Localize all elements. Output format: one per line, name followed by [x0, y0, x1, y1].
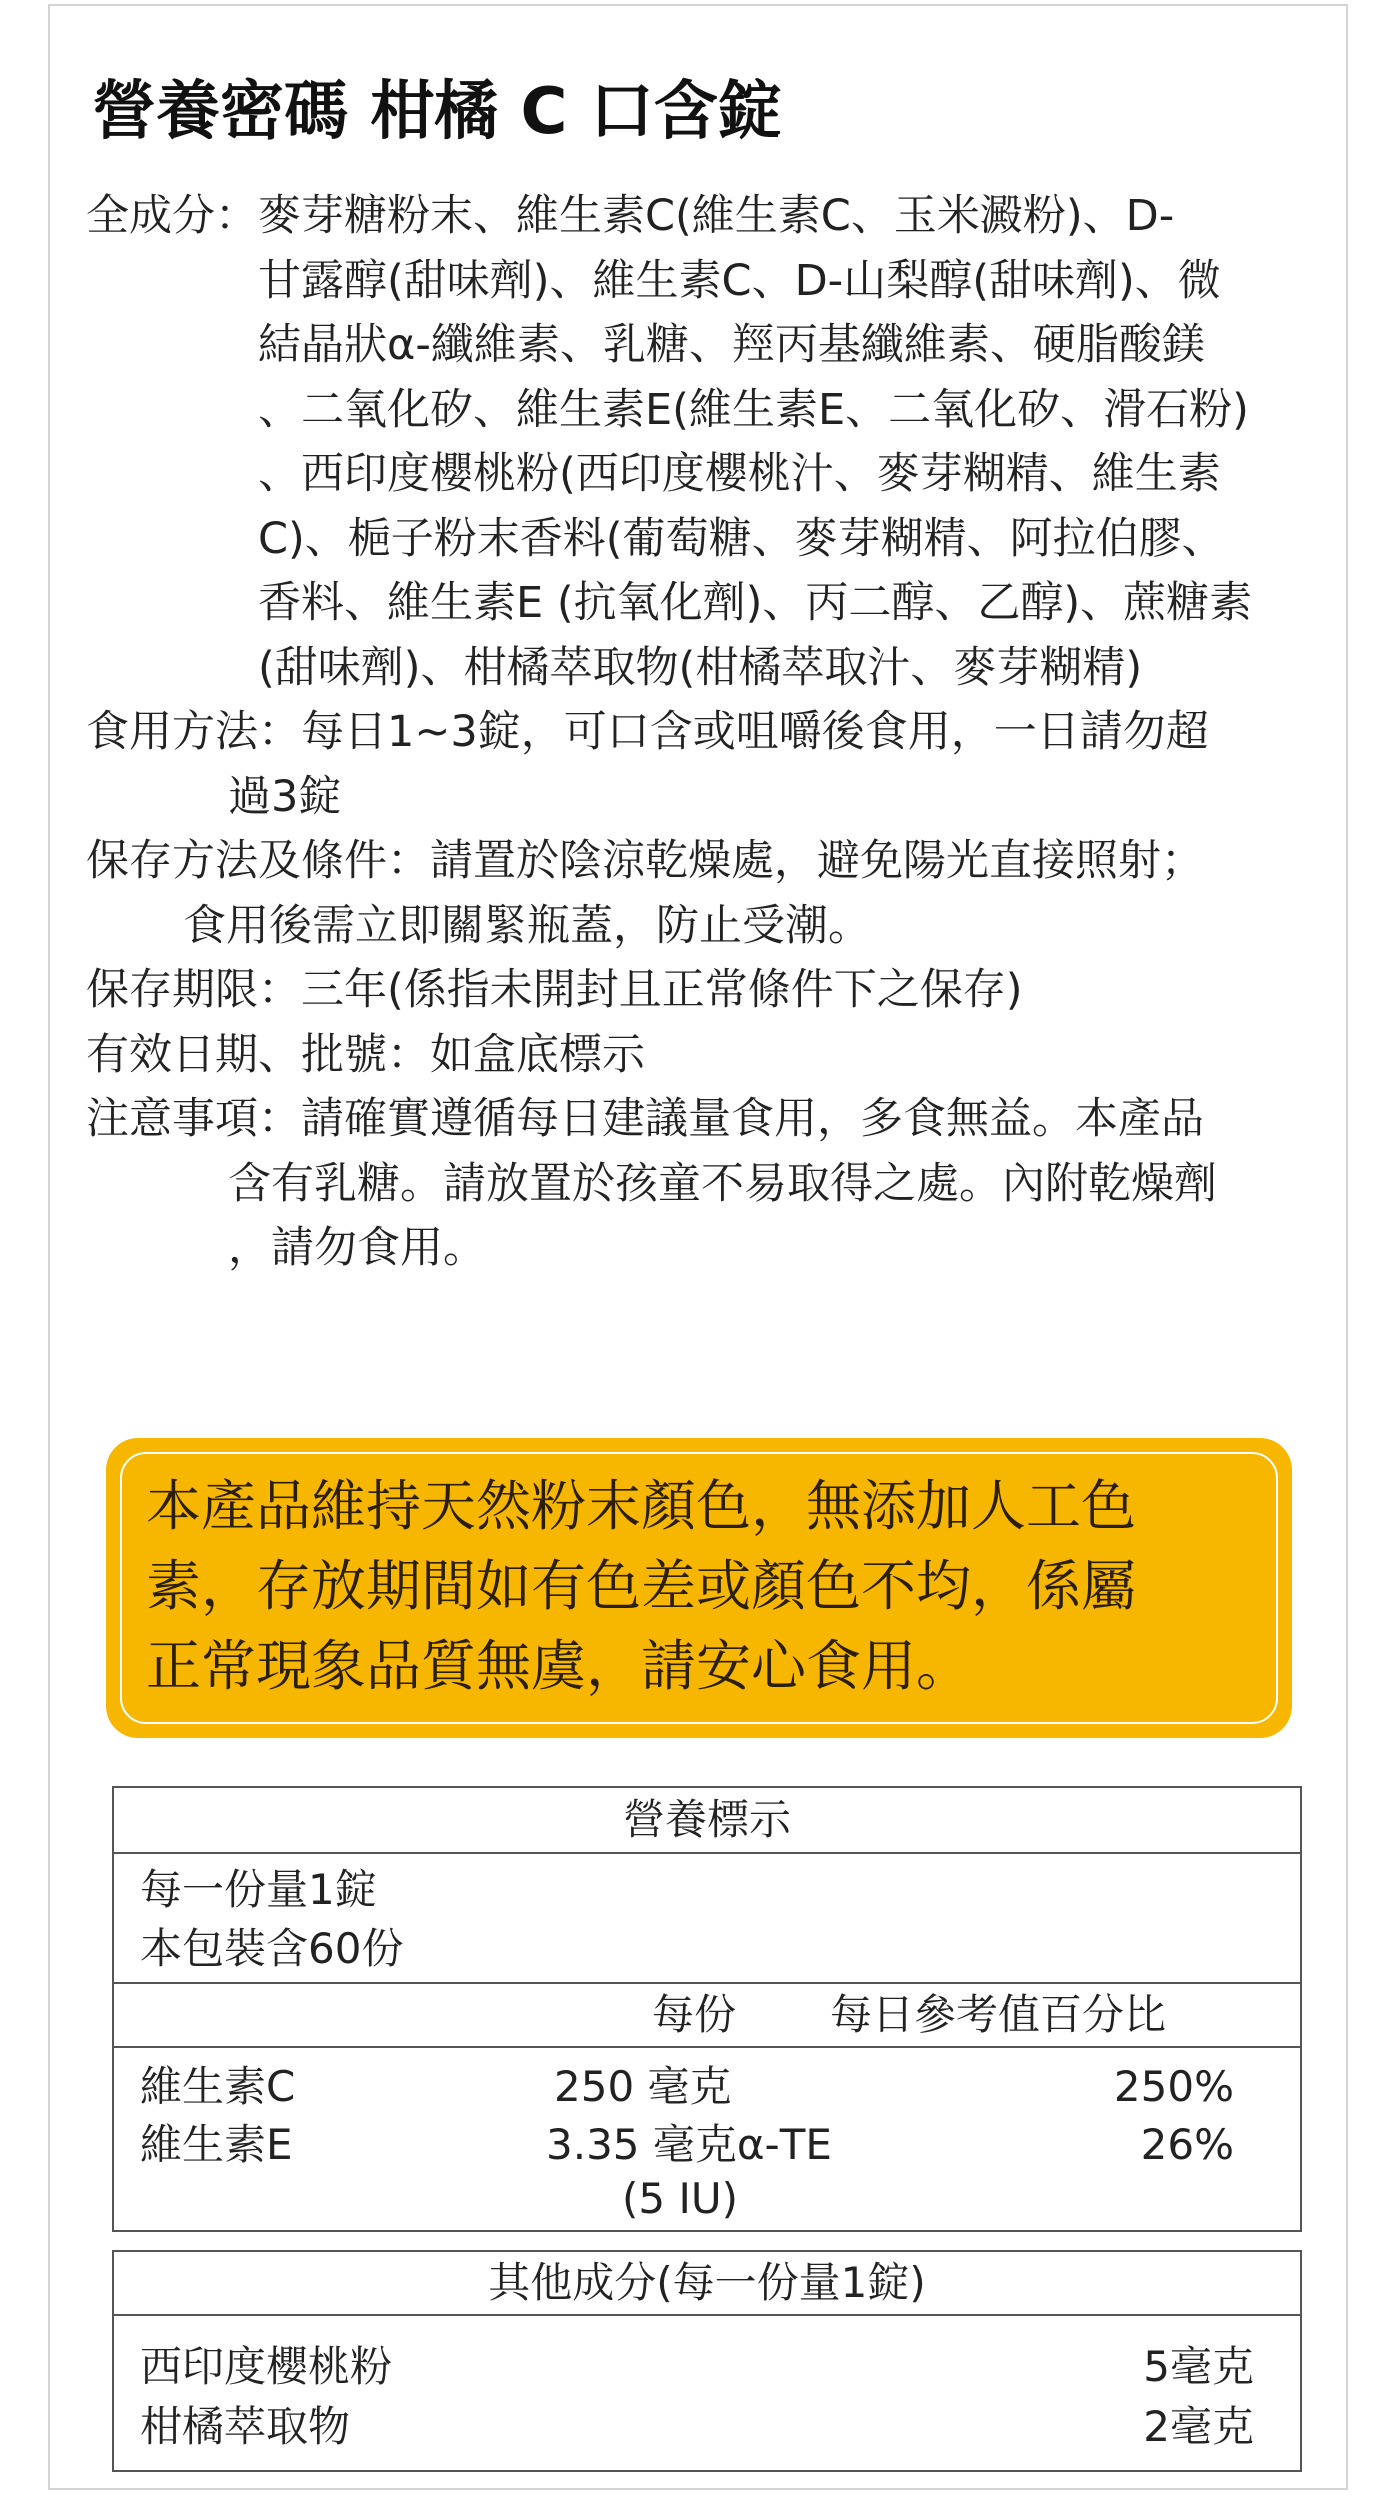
- notice-line: 正常現象品質無虞，請安心食用。: [146, 1634, 972, 1698]
- info-storage: [86, 829, 1366, 958]
- other-title: 其他成分(每一份量1錠): [488, 2258, 926, 2307]
- info-text: [228, 700, 1366, 829]
- nutrient-amount-iu: (5 IU): [622, 2174, 738, 2223]
- product-info: [86, 184, 1366, 1281]
- info-label: 注意事項：: [86, 1094, 301, 1144]
- info-line: 每日1~3錠，可口含或咀嚼後食用，一日請勿超: [301, 707, 1209, 757]
- col-per-serving: 每份: [652, 1990, 737, 2039]
- info-line: 含有乳糖。請放置於孩童不易取得之處。內附乾燥劑: [228, 1158, 1217, 1209]
- nutrition-title-row: [114, 1788, 1300, 1854]
- info-line: 請確實遵循每日建議量食用，多食無益。本產品: [301, 1094, 1204, 1144]
- info-label: 保存方法及條件：: [86, 836, 430, 886]
- label-panel: [48, 4, 1348, 2490]
- info-line: 食用後需立即關緊瓶蓋，防止受潮。: [183, 900, 871, 951]
- servings-per-package: 本包裝含60份: [140, 1924, 404, 1973]
- notice-text: [146, 1466, 1136, 1706]
- info-label: 全成分：: [86, 191, 258, 241]
- info-line: 過3錠: [228, 771, 342, 822]
- nutrition-body: [114, 2048, 1300, 2232]
- info-line: C)、梔子粉末香料(葡萄糖、麥芽糊精、阿拉伯膠、: [258, 513, 1225, 564]
- info-text: [228, 1087, 1366, 1281]
- nutrition-table: [112, 1786, 1302, 2232]
- info-caution: [86, 1087, 1366, 1281]
- nutrient-name: 維生素E: [140, 2120, 293, 2169]
- other-amount: 5毫克: [1143, 2342, 1254, 2391]
- other-body: [114, 2316, 1300, 2472]
- info-text: [430, 1023, 1366, 1088]
- nutrition-header-row: [114, 1984, 1300, 2048]
- other-title-row: [114, 2252, 1300, 2316]
- info-line: 麥芽糖粉末、維生素C(維生素C、玉米澱粉)、D-: [258, 191, 1175, 241]
- info-ingredients: [86, 184, 1366, 700]
- info-line: 香料、維生素E (抗氧化劑)、丙二醇、乙醇)、蔗糖素: [258, 578, 1253, 628]
- other-ingredients-table: [112, 2250, 1302, 2472]
- nutrient-amount: 250 毫克: [554, 2062, 732, 2111]
- info-line: 請置於陰涼乾燥處，避免陽光直接照射；: [430, 836, 1204, 886]
- info-line: 結晶狀α-纖維素、乳糖、羥丙基纖維素、硬脂酸鎂: [258, 320, 1205, 370]
- nutrition-serving-row: [114, 1854, 1300, 1984]
- color-notice-box: [106, 1438, 1292, 1738]
- info-line: 、二氧化矽、維生素E(維生素E、二氧化矽、滑石粉): [258, 384, 1249, 435]
- nutrient-percent: 250%: [1113, 2062, 1234, 2111]
- other-amount: 2毫克: [1143, 2402, 1254, 2451]
- info-line: (甜味劑)、柑橘萃取物(柑橘萃取汁、麥芽糊精): [258, 642, 1143, 693]
- info-label: 食用方法：: [86, 707, 301, 757]
- nutrient-name: 維生素C: [140, 2062, 296, 2111]
- notice-line: 素，存放期間如有色差或顏色不均，係屬: [146, 1554, 1137, 1618]
- info-text: [258, 184, 1366, 700]
- nutrition-title: 營養標示: [622, 1795, 791, 1844]
- info-label: 有效日期、批號：: [86, 1029, 430, 1080]
- info-usage: [86, 700, 1366, 829]
- notice-line: 本產品維持天然粉末顏色，無添加人工色: [146, 1474, 1137, 1538]
- info-label: 保存期限：: [86, 965, 301, 1015]
- info-line: 三年(係指未開封且正常條件下之保存): [301, 965, 1023, 1015]
- col-daily-value: 每日參考值百分比: [830, 1990, 1167, 2039]
- product-title: 營養密碼 柑橘 C 口含錠: [92, 75, 782, 149]
- nutrient-percent: 26%: [1140, 2120, 1234, 2169]
- other-name: 柑橘萃取物: [140, 2402, 351, 2451]
- nutrient-amount: 3.35 毫克α-TE: [546, 2120, 832, 2169]
- serving-size: 每一份量1錠: [140, 1865, 377, 1914]
- other-name: 西印度櫻桃粉: [140, 2342, 393, 2391]
- info-line: 甘露醇(甜味劑)、維生素C、D-山梨醇(甜味劑)、微: [258, 255, 1221, 306]
- info-line: 、西印度櫻桃粉(西印度櫻桃汁、麥芽糊精、維生素: [258, 449, 1221, 499]
- info-line: ，請勿食用。: [228, 1223, 486, 1273]
- info-shelf-life: [86, 958, 1366, 1023]
- info-expiry: [86, 1023, 1366, 1088]
- info-line: 如盒底標示: [430, 1029, 645, 1080]
- info-text: [301, 958, 1366, 1023]
